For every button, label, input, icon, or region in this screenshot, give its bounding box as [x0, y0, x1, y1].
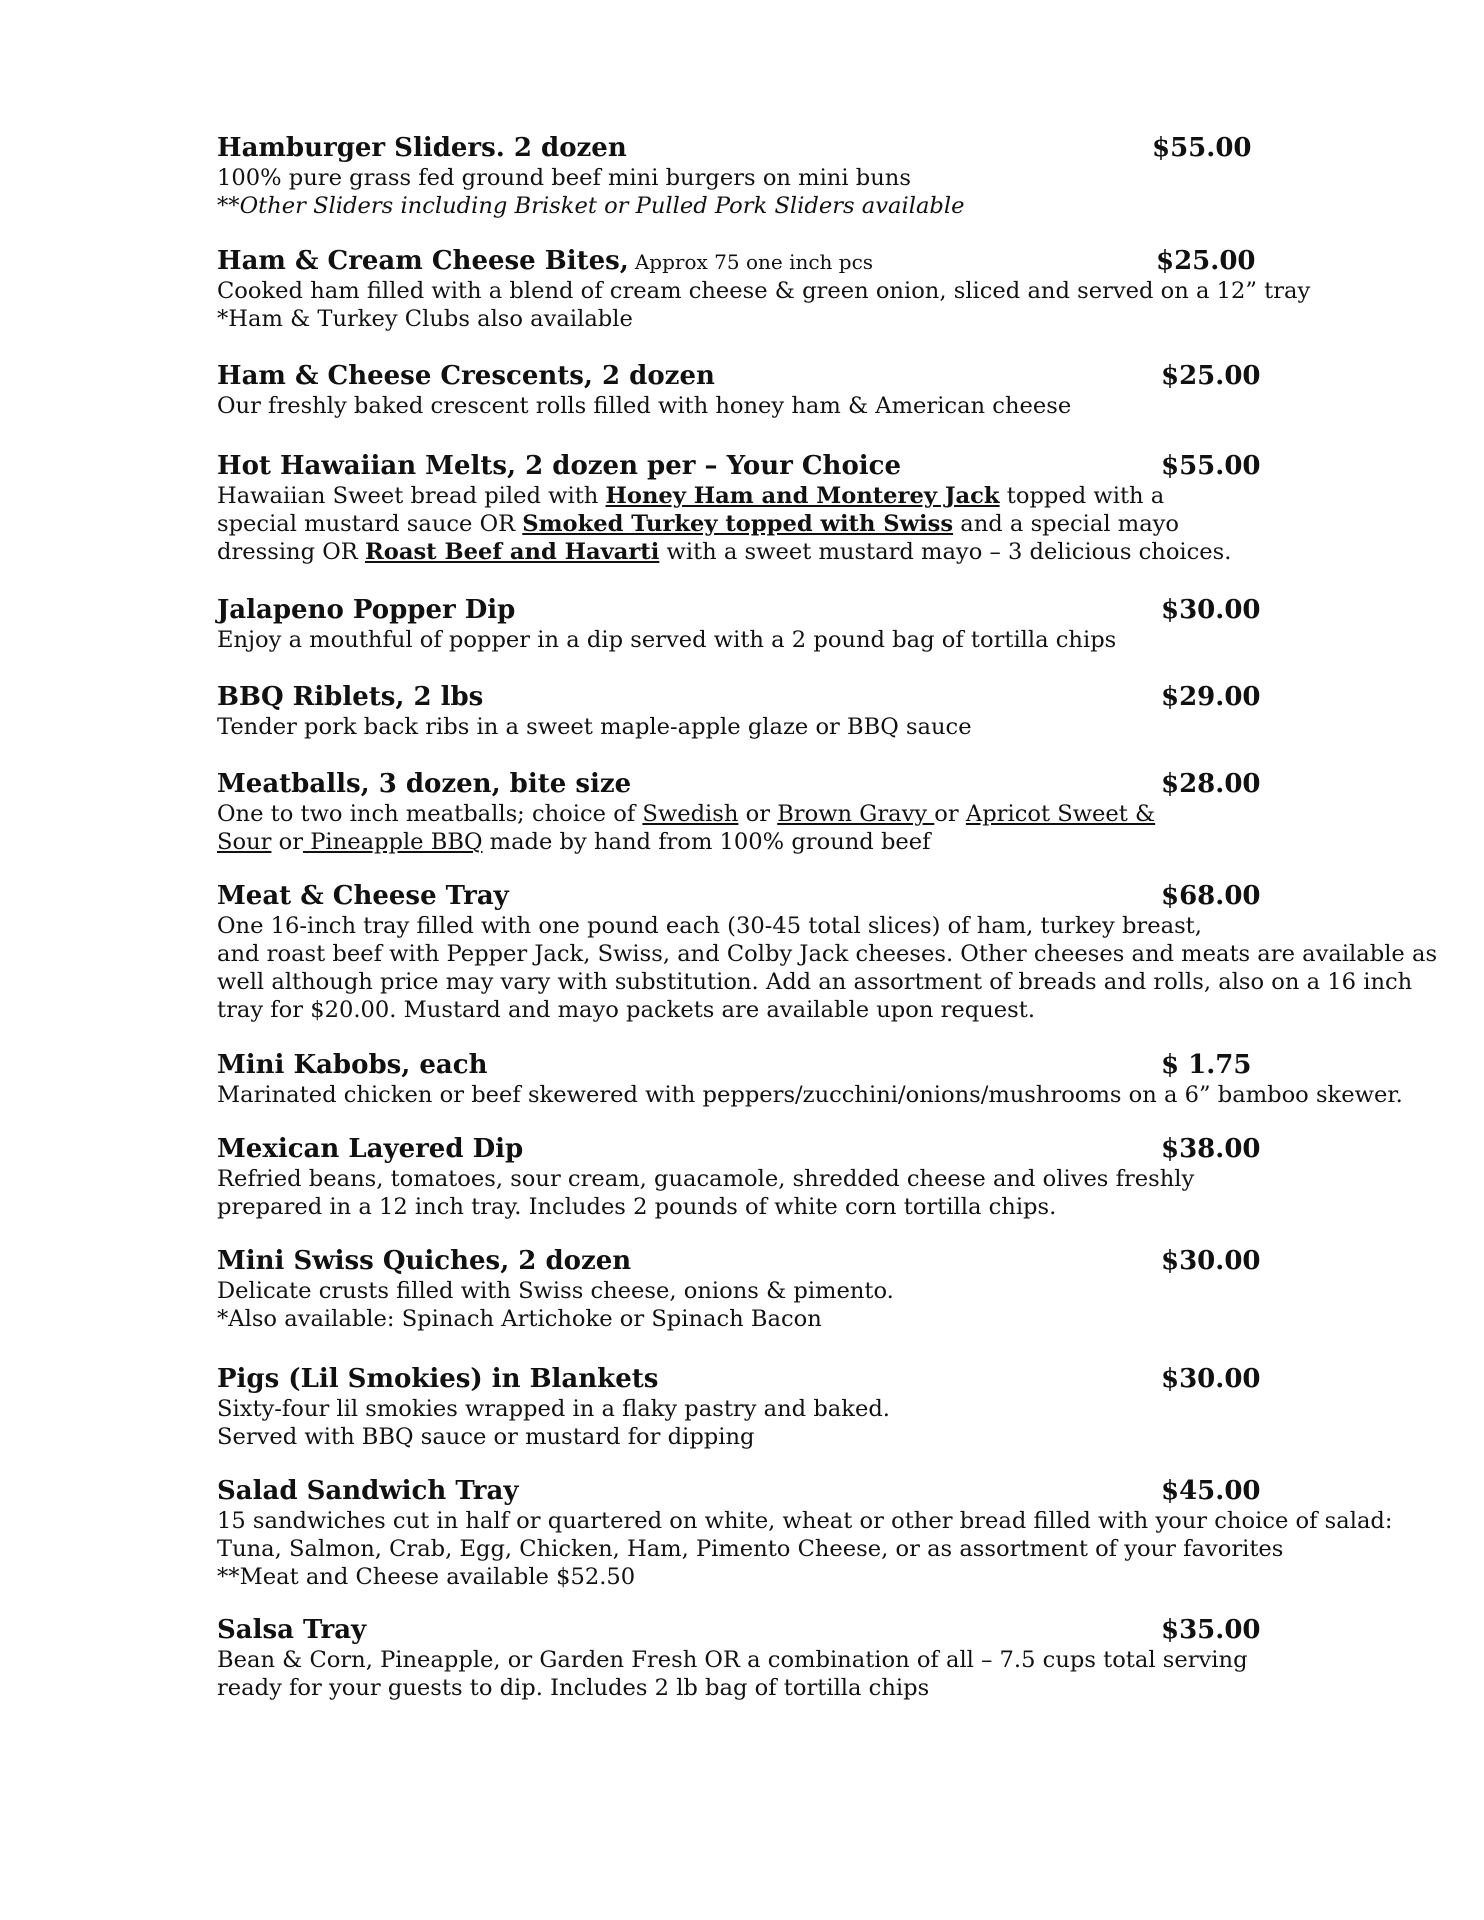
menu-item-hot-hawaiian-melts [217, 450, 1337, 566]
desc-text: or [271, 829, 304, 855]
option-apricot-sweet-sour: Sour [217, 829, 272, 855]
item-description: Enjoy a mouthful of popper in a dip served with a 2 pound bag of tortilla chips [217, 627, 1117, 653]
item-price: $30.00 [1161, 1246, 1261, 1276]
item-title: Ham & Cream Cheese Bites, [217, 246, 629, 276]
menu-item-jalapeno-popper-dip [217, 594, 1337, 654]
item-price: $29.00 [1161, 682, 1261, 712]
item-description: prepared in a 12 inch tray. Includes 2 pounds of white corn tortilla chips. [217, 1194, 1057, 1220]
option-roast-beef-havarti: Roast Beef and Havarti [364, 539, 660, 565]
menu-item-ham-cream-cheese-bites [217, 245, 1337, 333]
item-description: well although price may vary with substitution. Add an assortment of breads and rolls, also on a 16 inch [217, 969, 1413, 995]
desc-text: and a special mayo [953, 511, 1180, 537]
menu-item-bbq-riblets [217, 681, 1337, 741]
menu-item-pigs-in-blankets [217, 1363, 1337, 1451]
item-price: $ 1.75 [1161, 1050, 1252, 1080]
item-title: Mexican Layered Dip [217, 1134, 524, 1164]
item-description: Tuna, Salmon, Crab, Egg, Chicken, Ham, Pimento Cheese, or as assortment of your favorites [217, 1536, 1284, 1562]
option-honey-ham-monterey-jack: Honey Ham and Monterey Jack [605, 483, 1000, 509]
option-swedish: Swedish [642, 801, 739, 827]
item-description: Bean & Corn, Pineapple, or Garden Fresh OR a combination of all – 7.5 cups total serving [217, 1647, 1248, 1673]
item-description: 15 sandwiches cut in half or quartered on white, wheat or other bread filled with your choice of salad: [217, 1508, 1393, 1534]
item-price: $55.00 [1152, 133, 1252, 163]
item-description: Delicate crusts filled with Swiss cheese, onions & pimento. [217, 1278, 894, 1304]
item-price: $30.00 [1161, 595, 1261, 625]
menu-item-hamburger-sliders [217, 132, 1337, 220]
item-description: Sixty-four lil smokies wrapped in a flaky pastry and baked. [217, 1396, 890, 1422]
item-price: $25.00 [1161, 361, 1261, 391]
item-description: and roast beef with Pepper Jack, Swiss, and Colby Jack cheeses. Other cheeses and meats are available as [217, 941, 1438, 967]
option-smoked-turkey-swiss: Smoked Turkey topped with Swiss [522, 511, 954, 537]
menu-item-mexican-layered-dip [217, 1133, 1337, 1221]
item-description: Our freshly baked crescent rolls filled with honey ham & American cheese [217, 393, 1072, 419]
item-quantity-note: Approx 75 one inch pcs [634, 250, 874, 274]
desc-text: special mustard sauce OR [217, 511, 523, 537]
desc-text: dressing OR [217, 539, 365, 565]
item-description: Served with BBQ sauce or mustard for dipping [217, 1424, 755, 1450]
item-price: $30.00 [1161, 1364, 1261, 1394]
desc-text: with a sweet mustard mayo – 3 delicious choices. [659, 539, 1232, 565]
desc-text: or [934, 801, 966, 827]
menu-item-mini-kabobs [217, 1049, 1403, 1109]
item-title: Salsa Tray [217, 1615, 367, 1645]
item-price: $25.00 [1156, 246, 1256, 276]
menu-item-mini-swiss-quiches [217, 1245, 1337, 1333]
item-price: $68.00 [1161, 881, 1261, 911]
menu-item-meat-cheese-tray [217, 880, 1438, 1024]
desc-text: topped with a [999, 483, 1165, 509]
item-price: $55.00 [1161, 451, 1261, 481]
desc-text: made by hand from 100% ground beef [482, 829, 931, 855]
item-description: Cooked ham filled with a blend of cream cheese & green onion, sliced and served on a 12” tray [217, 278, 1311, 304]
item-price: $45.00 [1161, 1476, 1261, 1506]
desc-text: or [738, 801, 778, 827]
item-title: BBQ Riblets, 2 lbs [217, 682, 484, 712]
item-note: *Ham & Turkey Clubs also available [217, 306, 633, 332]
item-price: $28.00 [1161, 769, 1261, 799]
item-note: **Meat and Cheese available $52.50 [217, 1564, 636, 1590]
menu-item-salsa-tray [217, 1614, 1337, 1702]
option-pineapple-bbq: Pineapple BBQ [303, 829, 483, 855]
item-description: 100% pure grass fed ground beef mini burgers on mini buns [217, 165, 911, 191]
item-description: Marinated chicken or beef skewered with peppers/zucchini/onions/mushrooms on a 6” bamboo skewer. [217, 1082, 1403, 1108]
item-price: $38.00 [1161, 1134, 1261, 1164]
item-title: Mini Swiss Quiches, 2 dozen [217, 1246, 632, 1276]
option-apricot-sweet-sour: Apricot Sweet & [965, 801, 1156, 827]
desc-text: One to two inch meatballs; choice of [217, 801, 643, 827]
item-note: **Other Sliders including Brisket or Pulled Pork Sliders available [217, 193, 965, 219]
menu-item-meatballs [217, 768, 1337, 856]
item-title: Jalapeno Popper Dip [217, 595, 516, 625]
item-title: Salad Sandwich Tray [217, 1476, 519, 1506]
item-title: Ham & Cheese Crescents, 2 dozen [217, 361, 715, 391]
item-note: *Also available: Spinach Artichoke or Spinach Bacon [217, 1306, 822, 1332]
item-description: Refried beans, tomatoes, sour cream, guacamole, shredded cheese and olives freshly [217, 1166, 1195, 1192]
option-brown-gravy: Brown Gravy [777, 801, 935, 827]
menu-item-salad-sandwich-tray [217, 1475, 1393, 1591]
item-description: tray for $20.00. Mustard and mayo packets are available upon request. [217, 997, 1036, 1023]
item-title: Hamburger Sliders. 2 dozen [217, 133, 627, 163]
menu-item-ham-cheese-crescents [217, 360, 1337, 420]
item-description: Tender pork back ribs in a sweet maple-apple glaze or BBQ sauce [217, 714, 972, 740]
item-description: One 16-inch tray filled with one pound each (30-45 total slices) of ham, turkey breast, [217, 913, 1202, 939]
item-title: Hot Hawaiian Melts, 2 dozen per – Your Choice [217, 451, 902, 481]
item-price: $35.00 [1161, 1615, 1261, 1645]
item-title: Pigs (Lil Smokies) in Blankets [217, 1364, 659, 1394]
item-title: Meat & Cheese Tray [217, 881, 509, 911]
item-title: Mini Kabobs, each [217, 1050, 488, 1080]
item-description: ready for your guests to dip. Includes 2 lb bag of tortilla chips [217, 1675, 930, 1701]
item-title: Meatballs, 3 dozen, bite size [217, 769, 632, 799]
desc-text: Hawaiian Sweet bread piled with [217, 483, 606, 509]
